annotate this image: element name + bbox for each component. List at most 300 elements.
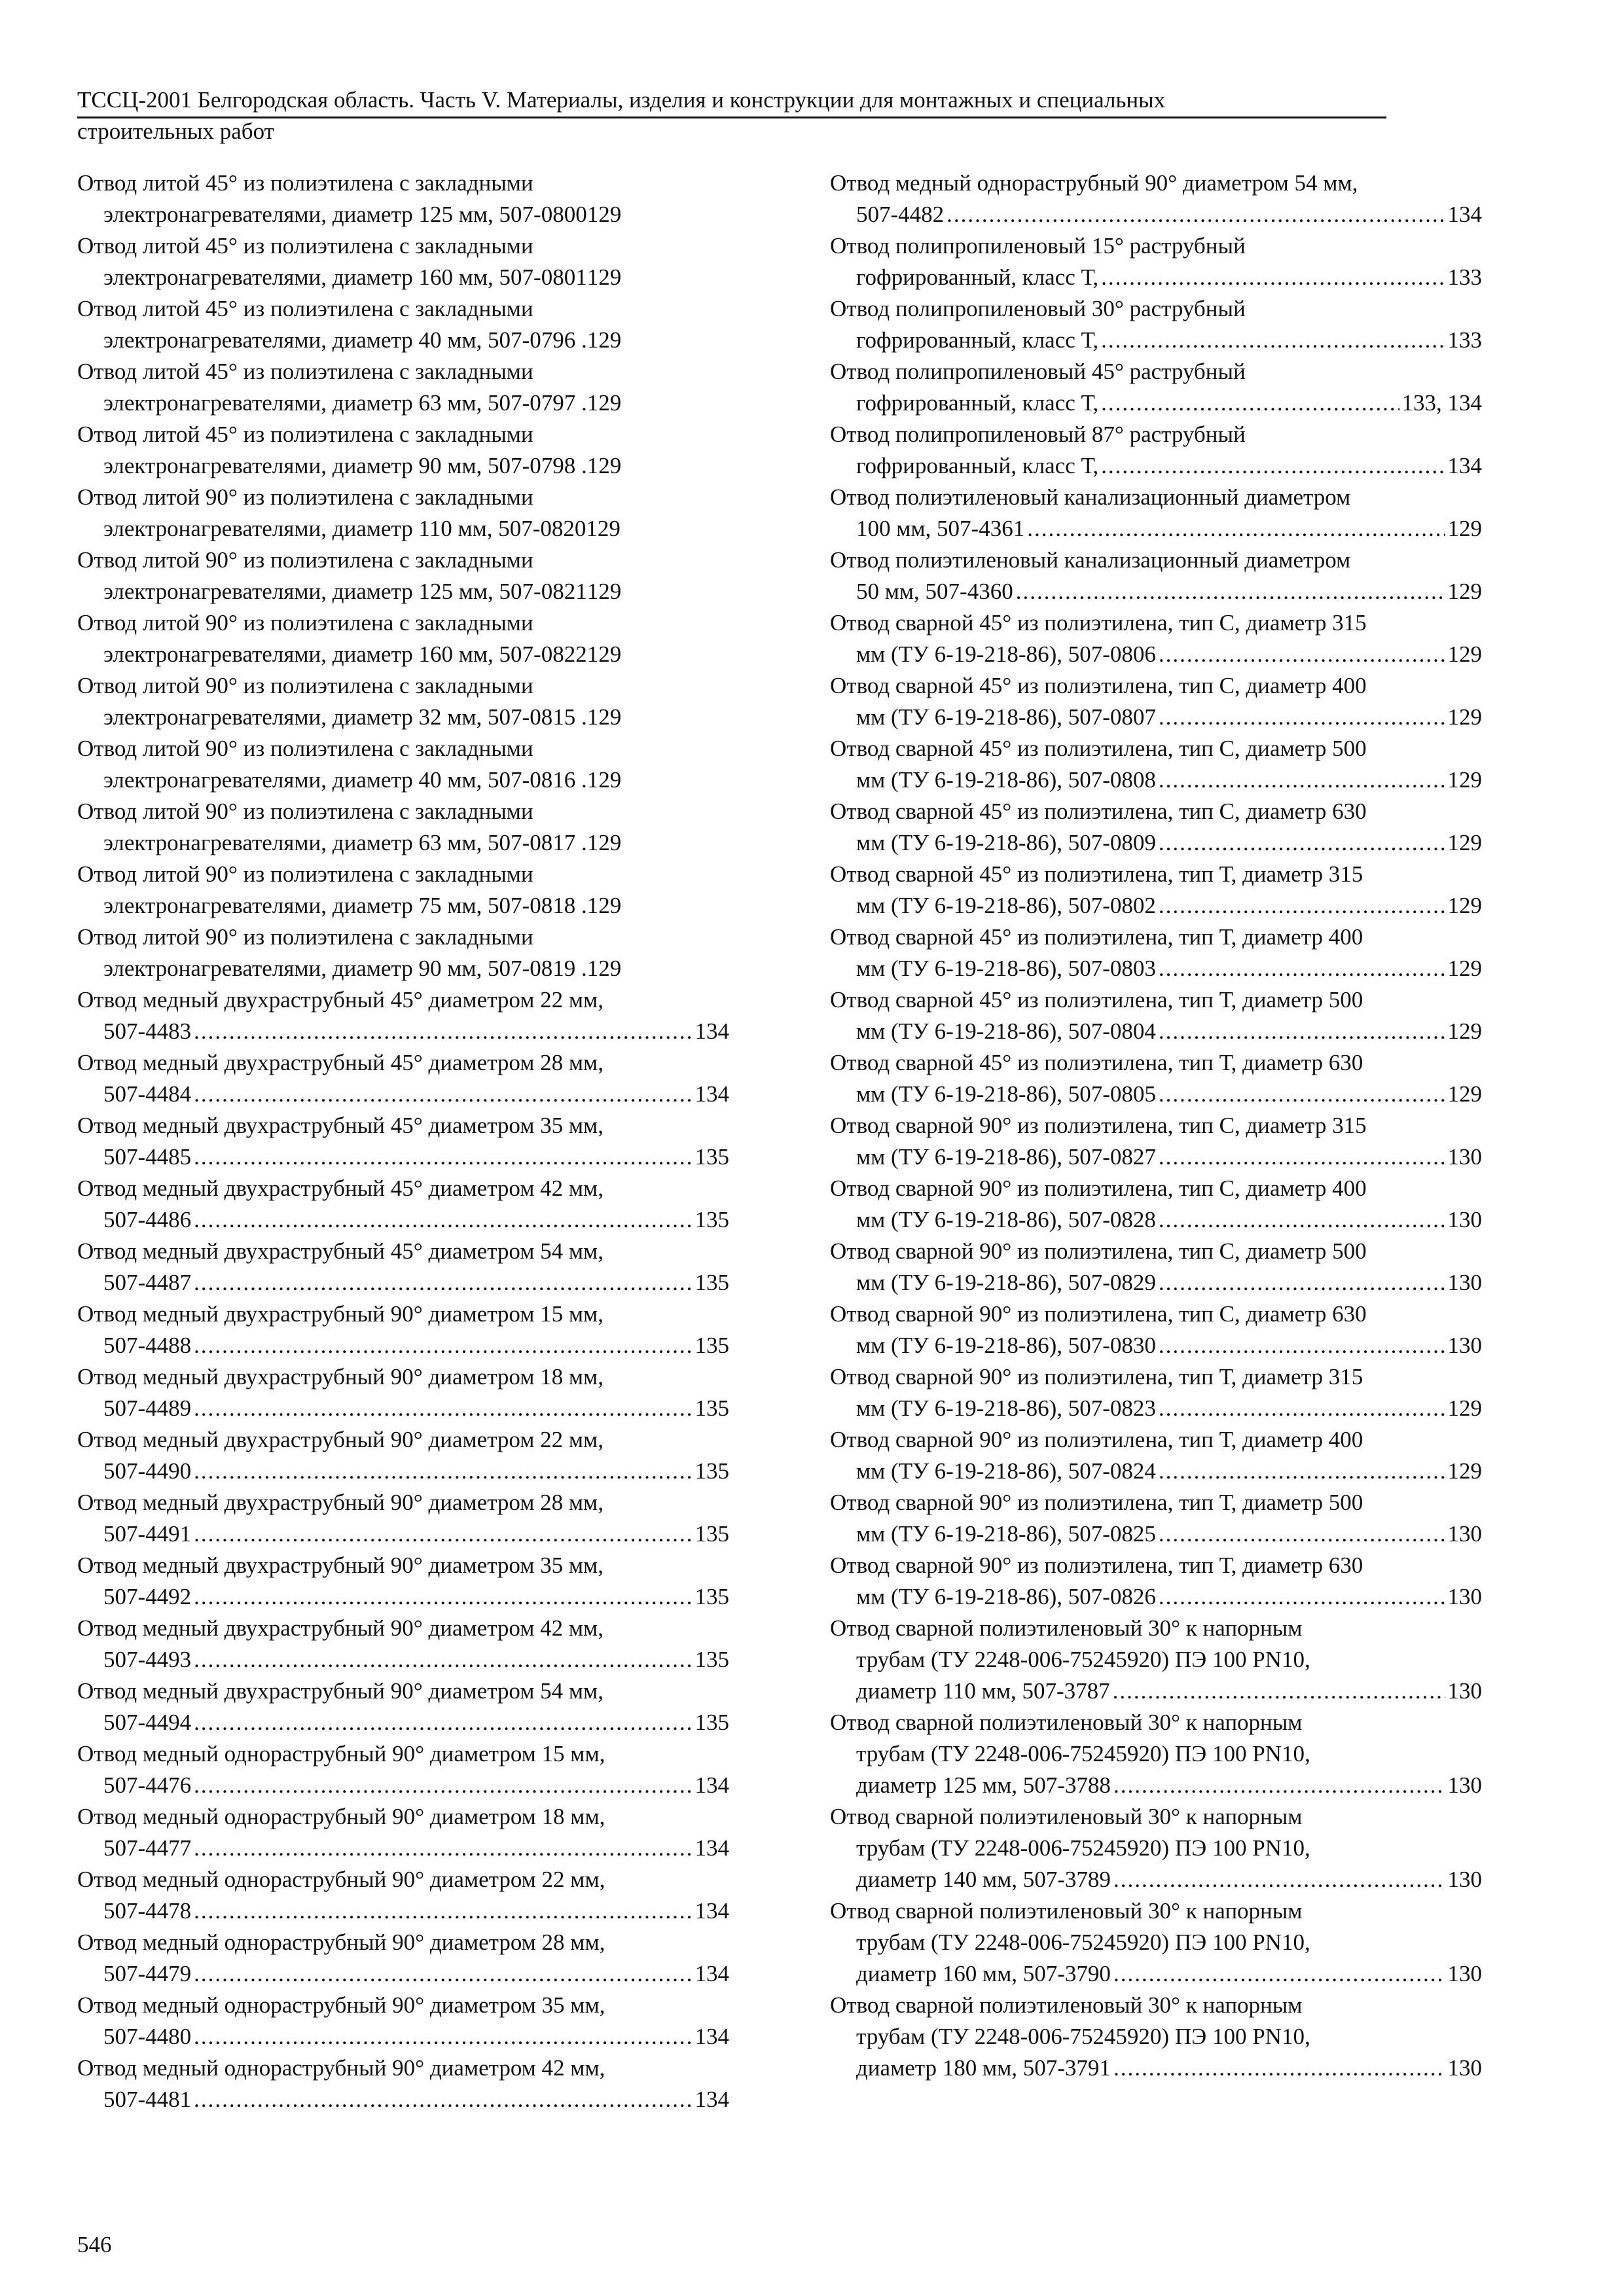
entry-page-ref: 129 bbox=[1447, 579, 1482, 604]
index-entry bbox=[830, 168, 1482, 230]
index-entry bbox=[830, 1236, 1482, 1299]
index-entry bbox=[77, 230, 729, 293]
dot-leader bbox=[1101, 262, 1445, 293]
entry-detail: 507-4486 bbox=[103, 1207, 192, 1232]
dot-leader bbox=[1113, 1864, 1445, 1895]
entry-last-line bbox=[830, 953, 1482, 984]
dot-leader bbox=[947, 199, 1445, 230]
entry-page-ref: 135 bbox=[695, 1144, 729, 1170]
index-entry bbox=[830, 607, 1482, 670]
index-entry bbox=[77, 733, 729, 796]
entry-detail: 50 мм, 507-4360 bbox=[856, 579, 1013, 604]
page-header bbox=[77, 86, 1386, 144]
entry-page-ref: 129 bbox=[1447, 767, 1482, 793]
entry-title: Отвод сварной 45° из полиэтилена, тип Т, диаметр 630 bbox=[830, 1050, 1363, 1075]
entry-title: Отвод литой 45° из полиэтилена с закладными bbox=[77, 233, 533, 259]
dot-leader bbox=[194, 1393, 692, 1424]
entry-title: Отвод сварной 90° из полиэтилена, тип С, диаметр 315 bbox=[830, 1113, 1367, 1138]
index-entry bbox=[830, 1895, 1482, 1990]
dot-leader bbox=[1016, 576, 1445, 607]
dot-leader bbox=[1027, 513, 1445, 545]
entry-title: Отвод литой 90° из полиэтилена с закладными bbox=[77, 673, 533, 698]
index-entry bbox=[830, 1550, 1482, 1613]
entry-title: Отвод медный однораструбный 90° диаметром 54 мм, bbox=[830, 170, 1358, 196]
entry-last-line bbox=[830, 702, 1482, 733]
entry-detail: диаметр 160 мм, 507-3790 bbox=[856, 1961, 1111, 1986]
entry-last-line bbox=[77, 450, 729, 482]
entry-title: Отвод медный двухраструбный 90° диаметром 28 мм, bbox=[77, 1490, 604, 1515]
entry-detail: 507-4476 bbox=[103, 1772, 192, 1798]
entry-detail: электронагревателями, диаметр 125 мм, 507-0821 bbox=[103, 579, 587, 604]
entry-page-ref: 135 bbox=[695, 1584, 729, 1609]
index-entry bbox=[830, 859, 1482, 922]
dot-leader bbox=[194, 1833, 692, 1864]
index-entry bbox=[77, 419, 729, 482]
index-entry bbox=[830, 1047, 1482, 1110]
entry-last-line bbox=[830, 199, 1482, 230]
dot-leader bbox=[194, 1330, 692, 1361]
entry-detail: электронагревателями, диаметр 32 мм, 507-0815 . bbox=[103, 704, 587, 730]
entry-title: Отвод сварной 45° из полиэтилена, тип С, диаметр 630 bbox=[830, 798, 1367, 824]
dot-leader bbox=[194, 1770, 692, 1801]
entry-last-line bbox=[830, 262, 1482, 293]
entry-last-line bbox=[77, 325, 729, 356]
index-entry bbox=[77, 2053, 729, 2115]
entry-title: Отвод медный двухраструбный 45° диаметром 28 мм, bbox=[77, 1050, 604, 1075]
entry-page-ref: 129 bbox=[586, 453, 622, 478]
entry-title: Отвод сварной 45° из полиэтилена, тип С, диаметр 315 bbox=[830, 610, 1367, 636]
entry-detail: электронагревателями, диаметр 63 мм, 507-0797 . bbox=[103, 390, 587, 416]
entry-detail: электронагревателями, диаметр 90 мм, 507-0798 . bbox=[103, 453, 587, 478]
dot-leader bbox=[194, 1895, 692, 1927]
entry-detail: 507-4492 bbox=[103, 1584, 192, 1609]
index-entry bbox=[77, 1676, 729, 1738]
entry-title: Отвод медный однораструбный 90° диаметром 28 мм, bbox=[77, 1929, 605, 1955]
dot-leader bbox=[1113, 2053, 1445, 2084]
entry-detail: 507-4493 bbox=[103, 1647, 192, 1672]
entry-continuation: трубам (ТУ 2248-006-75245920) ПЭ 100 PN10, bbox=[856, 1835, 1310, 1861]
entry-page-ref: 134 bbox=[1447, 202, 1482, 227]
entry-detail: мм (ТУ 6-19-218-86), 507-0804 bbox=[856, 1018, 1156, 1044]
dot-leader bbox=[1159, 1267, 1445, 1299]
header-title-line2: строительных работ bbox=[77, 118, 274, 144]
entry-title: Отвод медный однораструбный 90° диаметром 22 мм, bbox=[77, 1867, 605, 1892]
index-entry bbox=[77, 1424, 729, 1487]
index-entry bbox=[77, 1173, 729, 1236]
entry-detail: мм (ТУ 6-19-218-86), 507-0829 bbox=[856, 1270, 1156, 1295]
entry-last-line bbox=[77, 1330, 729, 1361]
entry-detail: 507-4479 bbox=[103, 1961, 192, 1986]
entry-page-ref: 129 bbox=[586, 264, 622, 290]
entry-detail: 507-4483 bbox=[103, 1018, 192, 1044]
entry-title: Отвод полиэтиленовый канализационный диаметром bbox=[830, 484, 1351, 510]
dot-leader bbox=[194, 2021, 692, 2053]
dot-leader bbox=[1159, 1204, 1445, 1236]
index-entry bbox=[830, 922, 1482, 984]
entry-page-ref: 129 bbox=[1447, 956, 1482, 981]
dot-leader bbox=[1159, 1518, 1445, 1550]
entry-title: Отвод полипропиленовый 45° раструбный bbox=[830, 359, 1246, 384]
entry-title: Отвод медный двухраструбный 90° диаметром 15 мм, bbox=[77, 1301, 604, 1327]
entry-last-line bbox=[77, 199, 729, 230]
index-entry bbox=[830, 733, 1482, 796]
entry-page-ref: 130 bbox=[1447, 1961, 1482, 1986]
entry-page-ref: 135 bbox=[695, 1270, 729, 1295]
entry-page-ref: 135 bbox=[695, 1521, 729, 1547]
entry-title: Отвод литой 90° из полиэтилена с закладными bbox=[77, 798, 533, 824]
entry-detail: 507-4484 bbox=[103, 1081, 192, 1107]
entry-detail: электронагревателями, диаметр 90 мм, 507-0819 . bbox=[103, 956, 587, 981]
entry-detail: мм (ТУ 6-19-218-86), 507-0827 bbox=[856, 1144, 1156, 1170]
entry-detail: 100 мм, 507-4361 bbox=[856, 516, 1025, 541]
entry-title: Отвод литой 45° из полиэтилена с закладными bbox=[77, 170, 533, 196]
dot-leader bbox=[1159, 1393, 1445, 1424]
entry-detail: 507-4494 bbox=[103, 1710, 192, 1735]
entry-page-ref: 129 bbox=[586, 893, 622, 918]
entry-detail: электронагревателями, диаметр 160 мм, 507-0822 bbox=[103, 641, 587, 667]
dot-leader bbox=[1159, 890, 1445, 922]
entry-last-line bbox=[77, 262, 729, 293]
entry-last-line bbox=[77, 1393, 729, 1424]
index-column-right bbox=[830, 168, 1482, 2084]
entry-last-line bbox=[830, 325, 1482, 356]
entry-last-line bbox=[77, 702, 729, 733]
entry-page-ref: 129 bbox=[1447, 704, 1482, 730]
dot-leader bbox=[194, 1958, 692, 1990]
entry-detail: мм (ТУ 6-19-218-86), 507-0803 bbox=[856, 956, 1156, 981]
entry-page-ref: 129 bbox=[1447, 893, 1482, 918]
dot-leader bbox=[1101, 325, 1445, 356]
entry-title: Отвод полипропиленовый 87° раструбный bbox=[830, 422, 1246, 447]
dot-leader bbox=[1113, 1958, 1445, 1990]
entry-last-line bbox=[830, 1581, 1482, 1613]
entry-last-line bbox=[77, 1770, 729, 1801]
dot-leader bbox=[1159, 702, 1445, 733]
dot-leader bbox=[1159, 1141, 1445, 1173]
entry-last-line bbox=[830, 1330, 1482, 1361]
entry-last-line bbox=[77, 2021, 729, 2053]
index-entry bbox=[77, 356, 729, 419]
dot-leader bbox=[194, 2084, 692, 2115]
entry-page-ref: 135 bbox=[695, 1458, 729, 1484]
index-entry bbox=[830, 1424, 1482, 1487]
dot-leader bbox=[1159, 953, 1445, 984]
entry-title: Отвод сварной 90° из полиэтилена, тип С, диаметр 500 bbox=[830, 1238, 1367, 1264]
entry-detail: 507-4491 bbox=[103, 1521, 192, 1547]
entry-last-line bbox=[77, 1895, 729, 1927]
dot-leader bbox=[1159, 1581, 1445, 1613]
entry-continuation: трубам (ТУ 2248-006-75245920) ПЭ 100 PN10, bbox=[856, 1741, 1310, 1767]
entry-detail: электронагревателями, диаметр 110 мм, 507-0820 bbox=[103, 516, 586, 541]
index-entry bbox=[830, 1110, 1482, 1173]
entry-detail: гофрированный, класс Т, bbox=[856, 453, 1099, 478]
index-entry bbox=[77, 1110, 729, 1173]
page-number: 546 bbox=[77, 2232, 112, 2257]
index-entry bbox=[77, 1236, 729, 1299]
entry-title: Отвод сварной 45° из полиэтилена, тип С, диаметр 500 bbox=[830, 736, 1367, 761]
dot-leader bbox=[194, 1518, 692, 1550]
entry-page-ref: 134 bbox=[695, 2087, 729, 2112]
entry-page-ref: 133 bbox=[1447, 327, 1482, 353]
entry-page-ref: 129 bbox=[1447, 830, 1482, 855]
index-entry bbox=[77, 482, 729, 545]
entry-title: Отвод полипропиленовый 15° раструбный bbox=[830, 233, 1246, 259]
entry-title: Отвод сварной 90° из полиэтилена, тип С, диаметр 630 bbox=[830, 1301, 1367, 1327]
dot-leader bbox=[1159, 639, 1445, 670]
entry-page-ref: 129 bbox=[586, 327, 622, 353]
entry-page-ref: 135 bbox=[695, 1710, 729, 1735]
entry-last-line bbox=[77, 1707, 729, 1738]
index-entry bbox=[77, 1550, 729, 1613]
index-entry bbox=[77, 1361, 729, 1424]
entry-detail: диаметр 125 мм, 507-3788 bbox=[856, 1772, 1111, 1798]
index-entry bbox=[77, 1864, 729, 1927]
entry-page-ref: 130 bbox=[1447, 1678, 1482, 1704]
entry-page-ref: 130 bbox=[1447, 1144, 1482, 1170]
index-column-left bbox=[77, 168, 729, 2115]
entry-title: Отвод сварной полиэтиленовый 30° к напорным bbox=[830, 1804, 1303, 1829]
entry-last-line bbox=[77, 827, 729, 859]
dot-leader bbox=[194, 1644, 692, 1676]
entry-page-ref: 134 bbox=[695, 2024, 729, 2049]
entry-title: Отвод медный двухраструбный 90° диаметром 35 мм, bbox=[77, 1552, 604, 1578]
dot-leader bbox=[1159, 1330, 1445, 1361]
entry-page-ref: 129 bbox=[1447, 641, 1482, 667]
entry-page-ref: 133, 134 bbox=[1401, 390, 1482, 416]
entry-page-ref: 135 bbox=[695, 1333, 729, 1358]
index-entry bbox=[77, 796, 729, 859]
entry-title: Отвод литой 90° из полиэтилена с закладными bbox=[77, 861, 533, 887]
entry-page-ref: 129 bbox=[586, 579, 622, 604]
header-title-line1: ТССЦ-2001 Белгородская область. Часть V. Материалы, изделия и конструкции для монтажных и специальных bbox=[77, 87, 1166, 113]
entry-title: Отвод литой 45° из полиэтилена с закладными bbox=[77, 422, 533, 447]
index-entry bbox=[77, 1738, 729, 1801]
entry-last-line bbox=[77, 639, 729, 670]
index-entry bbox=[77, 545, 729, 607]
entry-title: Отвод литой 90° из полиэтилена с закладными bbox=[77, 924, 533, 950]
entry-title: Отвод литой 90° из полиэтилена с закладными bbox=[77, 610, 533, 636]
dot-leader bbox=[1113, 1770, 1445, 1801]
entry-page-ref: 129 bbox=[586, 704, 622, 730]
entry-detail: мм (ТУ 6-19-218-86), 507-0826 bbox=[856, 1584, 1156, 1609]
dot-leader bbox=[1159, 1079, 1445, 1110]
entry-detail: мм (ТУ 6-19-218-86), 507-0828 bbox=[856, 1207, 1156, 1232]
index-entry bbox=[830, 419, 1482, 482]
dot-leader bbox=[1159, 764, 1445, 796]
entry-last-line bbox=[77, 1958, 729, 1990]
entry-detail: мм (ТУ 6-19-218-86), 507-0824 bbox=[856, 1458, 1156, 1484]
entry-page-ref: 130 bbox=[1447, 1207, 1482, 1232]
entry-last-line bbox=[830, 764, 1482, 796]
entry-last-line bbox=[830, 1864, 1482, 1895]
index-entry bbox=[830, 1801, 1482, 1895]
entry-detail: 507-4487 bbox=[103, 1270, 192, 1295]
dot-leader bbox=[194, 1141, 692, 1173]
entry-detail: мм (ТУ 6-19-218-86), 507-0807 bbox=[856, 704, 1156, 730]
entry-title: Отвод сварной 45° из полиэтилена, тип С, диаметр 400 bbox=[830, 673, 1367, 698]
entry-title: Отвод сварной 90° из полиэтилена, тип С, диаметр 400 bbox=[830, 1175, 1367, 1201]
entry-title: Отвод медный двухраструбный 90° диаметром 18 мм, bbox=[77, 1364, 604, 1390]
entry-title: Отвод литой 45° из полиэтилена с закладными bbox=[77, 359, 533, 384]
entry-title: Отвод сварной 90° из полиэтилена, тип Т, диаметр 315 bbox=[830, 1364, 1363, 1390]
entry-page-ref: 129 bbox=[586, 830, 622, 855]
entry-last-line bbox=[830, 1770, 1482, 1801]
entry-detail: электронагревателями, диаметр 75 мм, 507-0818 . bbox=[103, 893, 587, 918]
entry-title: Отвод медный двухраструбный 45° диаметром 54 мм, bbox=[77, 1238, 604, 1264]
dot-leader bbox=[194, 1016, 692, 1047]
entry-page-ref: 130 bbox=[1447, 1584, 1482, 1609]
entry-detail: 507-4480 bbox=[103, 2024, 192, 2049]
entry-detail: электронагревателями, диаметр 160 мм, 507-0801 bbox=[103, 264, 587, 290]
entry-title: Отвод медный однораструбный 90° диаметром 42 мм, bbox=[77, 2055, 605, 2081]
entry-detail: диаметр 110 мм, 507-3787 bbox=[856, 1678, 1110, 1704]
index-entry bbox=[830, 356, 1482, 419]
index-entry bbox=[77, 859, 729, 922]
entry-last-line bbox=[77, 1644, 729, 1676]
dot-leader bbox=[194, 1581, 692, 1613]
index-entry bbox=[830, 796, 1482, 859]
index-entry bbox=[77, 670, 729, 733]
index-entry bbox=[830, 1707, 1482, 1801]
index-entry bbox=[77, 1613, 729, 1676]
entry-page-ref: 129 bbox=[586, 390, 622, 416]
index-entry bbox=[830, 230, 1482, 293]
entry-page-ref: 129 bbox=[586, 956, 622, 981]
index-entry bbox=[830, 1361, 1482, 1424]
entry-last-line bbox=[830, 890, 1482, 922]
entry-title: Отвод медный однораструбный 90° диаметром 35 мм, bbox=[77, 1992, 605, 2018]
entry-last-line bbox=[77, 1518, 729, 1550]
dot-leader bbox=[194, 1456, 692, 1487]
dot-leader bbox=[1113, 1676, 1445, 1707]
entry-page-ref: 133 bbox=[1447, 264, 1482, 290]
entry-page-ref: 130 bbox=[1447, 1521, 1482, 1547]
entry-title: Отвод сварной 90° из полиэтилена, тип Т, диаметр 630 bbox=[830, 1552, 1363, 1578]
entry-last-line bbox=[77, 1456, 729, 1487]
entry-page-ref: 134 bbox=[695, 1018, 729, 1044]
entry-detail: электронагревателями, диаметр 63 мм, 507-0817 . bbox=[103, 830, 587, 855]
entry-detail: электронагревателями, диаметр 40 мм, 507-0796 . bbox=[103, 327, 587, 353]
entry-detail: 507-4489 bbox=[103, 1395, 192, 1421]
entry-title: Отвод сварной 90° из полиэтилена, тип Т, диаметр 400 bbox=[830, 1427, 1363, 1452]
dot-leader bbox=[194, 1707, 692, 1738]
entry-detail: 507-4477 bbox=[103, 1835, 192, 1861]
entry-page-ref: 129 bbox=[586, 516, 621, 541]
index-entry bbox=[830, 545, 1482, 607]
entry-last-line bbox=[830, 387, 1482, 419]
entry-page-ref: 129 bbox=[1447, 1395, 1482, 1421]
entry-title: Отвод полипропиленовый 30° раструбный bbox=[830, 296, 1246, 321]
entry-detail: диаметр 180 мм, 507-3791 bbox=[856, 2055, 1111, 2081]
entry-last-line bbox=[830, 1267, 1482, 1299]
entry-last-line bbox=[77, 2084, 729, 2115]
entry-title: Отвод сварной 45° из полиэтилена, тип Т, диаметр 500 bbox=[830, 987, 1363, 1013]
entry-title: Отвод медный двухраструбный 45° диаметром 42 мм, bbox=[77, 1175, 604, 1201]
entry-page-ref: 129 bbox=[1447, 1081, 1482, 1107]
entry-page-ref: 130 bbox=[1447, 2055, 1482, 2081]
entry-detail: диаметр 140 мм, 507-3789 bbox=[856, 1867, 1111, 1892]
index-entry bbox=[830, 293, 1482, 356]
dot-leader bbox=[1159, 827, 1445, 859]
entry-last-line bbox=[77, 764, 729, 796]
entry-title: Отвод литой 45° из полиэтилена с закладными bbox=[77, 296, 533, 321]
entry-last-line bbox=[830, 1676, 1482, 1707]
index-entry bbox=[77, 1487, 729, 1550]
entry-last-line bbox=[830, 1141, 1482, 1173]
dot-leader bbox=[1101, 450, 1445, 482]
index-entry bbox=[77, 607, 729, 670]
entry-detail: мм (ТУ 6-19-218-86), 507-0805 bbox=[856, 1081, 1156, 1107]
index-entry bbox=[77, 922, 729, 984]
entry-page-ref: 135 bbox=[695, 1647, 729, 1672]
entry-page-ref: 134 bbox=[1447, 453, 1482, 478]
entry-last-line bbox=[830, 1016, 1482, 1047]
entry-detail: мм (ТУ 6-19-218-86), 507-0806 bbox=[856, 641, 1156, 667]
index-entry bbox=[77, 1299, 729, 1361]
dot-leader bbox=[194, 1267, 692, 1299]
dot-leader bbox=[194, 1204, 692, 1236]
entry-last-line bbox=[77, 1267, 729, 1299]
entry-title: Отвод сварной 45° из полиэтилена, тип Т, диаметр 400 bbox=[830, 924, 1363, 950]
index-entry bbox=[77, 984, 729, 1047]
entry-title: Отвод медный однораструбный 90° диаметром 18 мм, bbox=[77, 1804, 605, 1829]
entry-last-line bbox=[830, 1958, 1482, 1990]
entry-title: Отвод медный двухраструбный 45° диаметром 35 мм, bbox=[77, 1113, 604, 1138]
dot-leader bbox=[1101, 387, 1399, 419]
entry-page-ref: 129 bbox=[586, 767, 622, 793]
index-entry bbox=[830, 984, 1482, 1047]
entry-title: Отвод сварной 45° из полиэтилена, тип Т, диаметр 315 bbox=[830, 861, 1363, 887]
entry-detail: мм (ТУ 6-19-218-86), 507-0825 bbox=[856, 1521, 1156, 1547]
index-entry bbox=[830, 1990, 1482, 2084]
entry-page-ref: 130 bbox=[1447, 1333, 1482, 1358]
index-entry bbox=[77, 1047, 729, 1110]
entry-last-line bbox=[830, 2053, 1482, 2084]
entry-last-line bbox=[77, 1204, 729, 1236]
index-entry bbox=[77, 293, 729, 356]
entry-page-ref: 134 bbox=[695, 1772, 729, 1798]
entry-detail: 507-4485 bbox=[103, 1144, 192, 1170]
entry-last-line bbox=[77, 1833, 729, 1864]
index-entry bbox=[77, 1801, 729, 1864]
entry-last-line bbox=[830, 827, 1482, 859]
entry-detail: электронагревателями, диаметр 125 мм, 507-0800 bbox=[103, 202, 587, 227]
entry-detail: 507-4482 bbox=[856, 202, 945, 227]
entry-title: Отвод литой 90° из полиэтилена с закладными bbox=[77, 547, 533, 573]
entry-page-ref: 135 bbox=[695, 1395, 729, 1421]
entry-page-ref: 130 bbox=[1447, 1270, 1482, 1295]
entry-page-ref: 130 bbox=[1447, 1772, 1482, 1798]
entry-last-line bbox=[830, 639, 1482, 670]
entry-title: Отвод сварной полиэтиленовый 30° к напорным bbox=[830, 1898, 1303, 1924]
entry-page-ref: 130 bbox=[1447, 1867, 1482, 1892]
entry-last-line bbox=[830, 450, 1482, 482]
entry-last-line bbox=[830, 513, 1482, 545]
entry-continuation: трубам (ТУ 2248-006-75245920) ПЭ 100 PN10, bbox=[856, 1647, 1310, 1672]
dot-leader bbox=[1159, 1456, 1445, 1487]
entry-detail: 507-4488 bbox=[103, 1333, 192, 1358]
entry-page-ref: 129 bbox=[1447, 1458, 1482, 1484]
entry-last-line bbox=[830, 1393, 1482, 1424]
entry-last-line bbox=[77, 890, 729, 922]
index-entry bbox=[77, 1990, 729, 2053]
index-entry bbox=[77, 1927, 729, 1990]
entry-last-line bbox=[830, 576, 1482, 607]
entry-last-line bbox=[77, 513, 729, 545]
entry-title: Отвод полиэтиленовый канализационный диаметром bbox=[830, 547, 1351, 573]
entry-last-line bbox=[830, 1518, 1482, 1550]
entry-detail: 507-4478 bbox=[103, 1898, 192, 1924]
